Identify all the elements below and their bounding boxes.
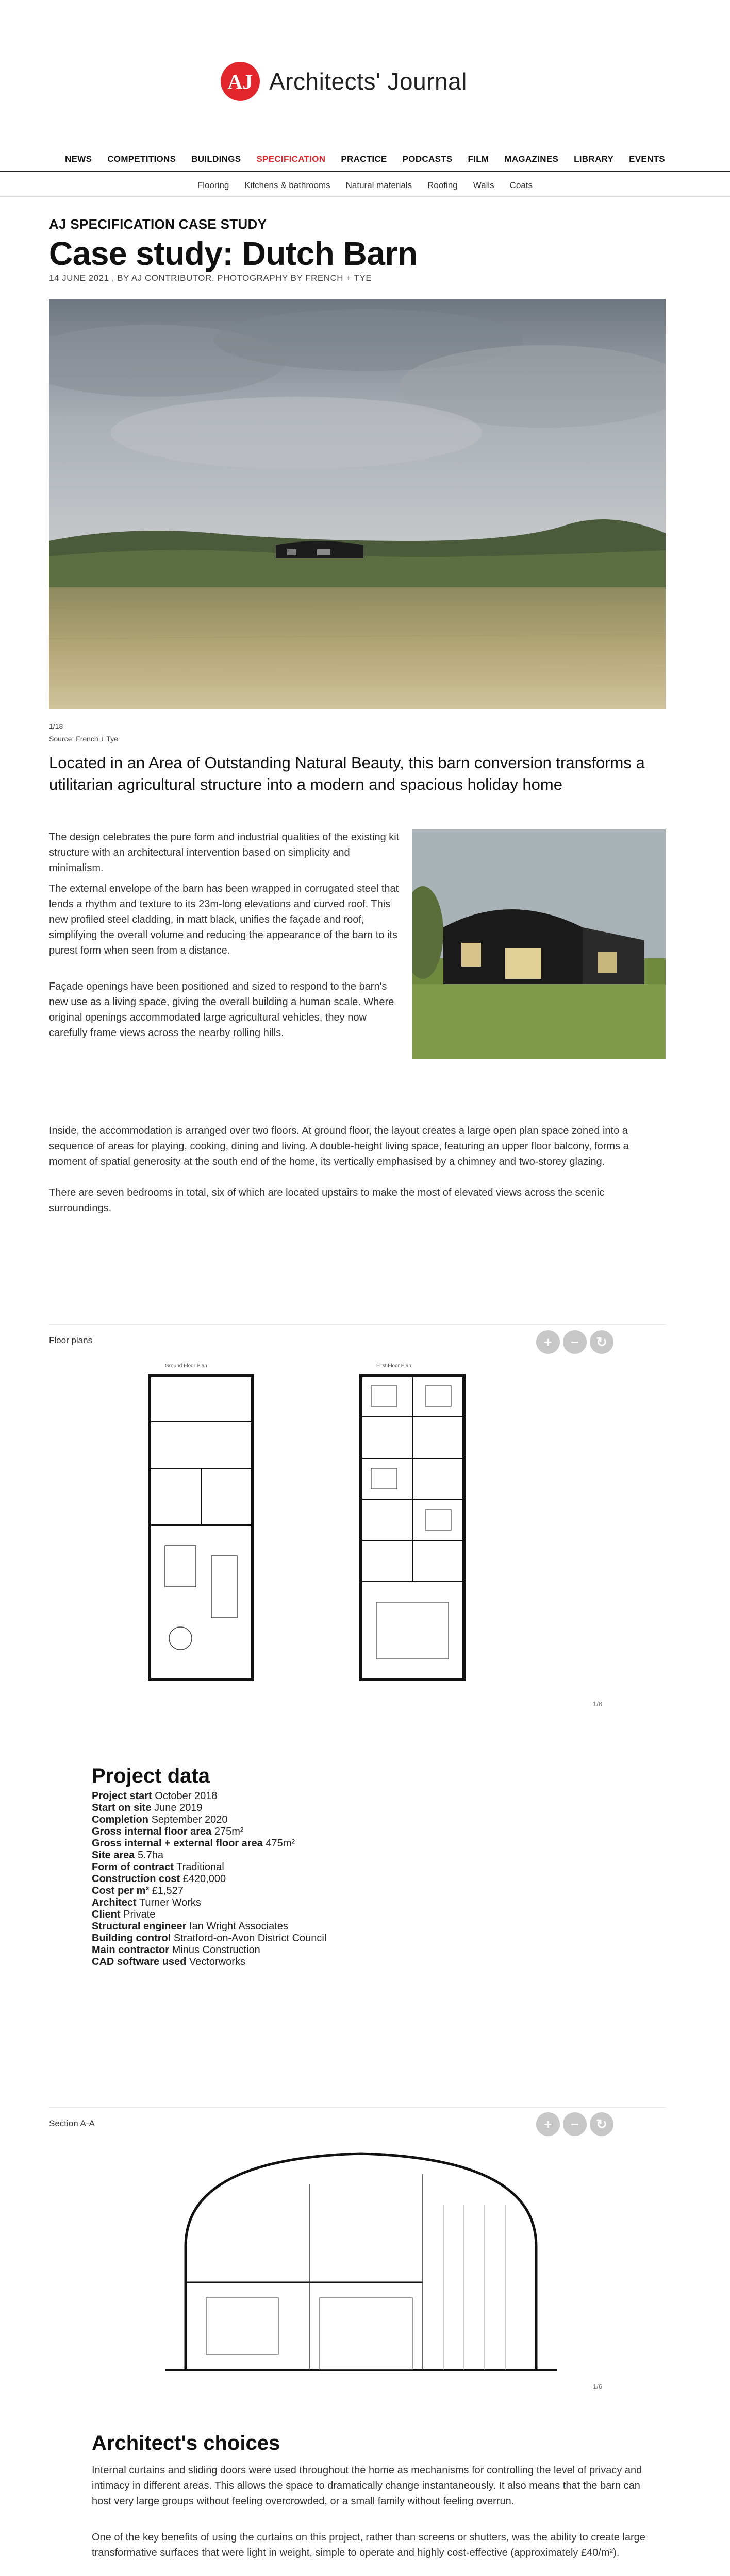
hero-caption-number: 1/18 xyxy=(49,722,63,731)
main-nav xyxy=(0,147,730,172)
hero-photo[interactable] xyxy=(49,299,666,709)
article-standfirst: Located in an Area of Outstanding Natural Beauty, this barn conversion transforms a utilitarian agricultural structure into a modern and spacious holiday home xyxy=(49,754,645,793)
masthead xyxy=(0,0,730,144)
choices-paragraph-2: One of the key benefits of using the curtains on this project, rather than screens or shutters, was the ability to create large transformative surfaces that were light in weight, simple to operate and highly cost-effective (approximately £40/m²). xyxy=(92,2532,645,2558)
floor-plans-counter: 1/6 xyxy=(593,1700,603,1708)
sub-nav xyxy=(0,174,730,197)
nav-film[interactable]: FILM xyxy=(468,154,489,164)
section-counter: 1/6 xyxy=(593,2383,603,2391)
nav-magazines[interactable]: MAGAZINES xyxy=(504,154,559,164)
reset-view-button[interactable]: ↻ xyxy=(590,1330,613,1354)
subnav-roofing[interactable]: Roofing xyxy=(427,180,458,190)
project-data-heading: Project data xyxy=(92,1765,210,1787)
body-paragraph-2: The external envelope of the barn has been wrapped in corrugated steel that lends a rhythm and texture to its 23m-long elevations and curved roof. This new profiled steel cladding, in matt black, unifies the façade and roof, simplifying the overall volume and reducing the appearance of the barn to its purest form when seen from a distance. xyxy=(49,883,399,956)
logo-text: Architects' Journal xyxy=(269,68,467,95)
choices-paragraph-1: Internal curtains and sliding doors were used throughout the home as mechanisms for controlling the level of privacy and intimacy in different areas. This allows the space to dramatically change instantaneously. It also means that the barn can host very large groups without feeling overcrowded, or a small family without feeling overrun. xyxy=(92,2465,642,2507)
section-label: Section A-A xyxy=(49,2119,95,2128)
floor-plans-controls xyxy=(536,1330,613,1354)
body-paragraph-5: There are seven bedrooms in total, six of which are located upstairs to make the most of elevated views across the scenic surroundings. xyxy=(49,1187,605,1214)
body-paragraph-1: The design celebrates the pure form and industrial qualities of the existing kit structure with an architectural intervention based on simplicity and minimalism. xyxy=(49,832,400,874)
nav-competitions[interactable]: COMPETITIONS xyxy=(107,154,176,164)
nav-practice[interactable]: PRACTICE xyxy=(341,154,387,164)
article-byline: 14 JUNE 2021 , BY AJ CONTRIBUTOR. PHOTOGRAPHY BY FRENCH + TYE xyxy=(49,273,372,283)
subnav-kitchens[interactable]: Kitchens & bathrooms xyxy=(244,180,330,190)
nav-library[interactable]: LIBRARY xyxy=(574,154,614,164)
subnav-coats[interactable]: Coats xyxy=(509,180,533,190)
zoom-in-button[interactable]: + xyxy=(536,1330,560,1354)
ground-floor-plan-title: Ground Floor Plan xyxy=(165,1363,207,1369)
zoom-in-button[interactable]: + xyxy=(536,2112,560,2136)
hero-caption-source: Source: French + Tye xyxy=(49,735,118,743)
subnav-walls[interactable]: Walls xyxy=(473,180,494,190)
floor-plans-label: Floor plans xyxy=(49,1335,93,1345)
floor-plans-drawing xyxy=(129,1360,490,1695)
zoom-out-button[interactable]: − xyxy=(563,1330,587,1354)
nav-specification[interactable]: SPECIFICATION xyxy=(256,154,326,164)
nav-podcasts[interactable]: PODCASTS xyxy=(402,154,453,164)
hero-landscape-image xyxy=(49,299,666,709)
choices-heading: Architect's choices xyxy=(92,2432,280,2454)
body-paragraph-3: Façade openings have been positioned and sized to respond to the barn's new use as a living space, giving the overall building a human scale. Where original openings accommodated large agricultural vehicles, they now carefully frame views across the nearby rolling hills. xyxy=(49,981,394,1039)
logo-mark: AJ xyxy=(221,62,260,101)
article-kicker: AJ SPECIFICATION CASE STUDY xyxy=(49,216,267,232)
reset-view-button[interactable]: ↻ xyxy=(590,2112,613,2136)
nav-buildings[interactable]: BUILDINGS xyxy=(191,154,241,164)
inset-photo[interactable] xyxy=(412,829,666,1059)
subnav-natural[interactable]: Natural materials xyxy=(345,180,412,190)
article-title: Case study: Dutch Barn xyxy=(49,235,418,272)
site-logo[interactable] xyxy=(221,62,467,101)
first-floor-plan-title: First Floor Plan xyxy=(376,1363,411,1369)
subnav-flooring[interactable]: Flooring xyxy=(197,180,229,190)
section-drawing xyxy=(155,2143,567,2385)
barn-exterior-image xyxy=(412,829,666,1059)
section-controls xyxy=(536,2112,613,2136)
nav-news[interactable]: NEWS xyxy=(65,154,92,164)
body-paragraph-4: Inside, the accommodation is arranged over two floors. At ground floor, the layout creates a large open plan space zoned into a sequence of areas for playing, cooking, dining and living. A double-height living space, featuring an upper floor balcony, forms a moment of spatial generosity at the south end of the home, its vertically emphasised by a chimney and two-storey glazing. xyxy=(49,1125,629,1167)
nav-events[interactable]: EVENTS xyxy=(629,154,665,164)
project-data-list: Project start October 2018 Start on site June 2019 Completion September 2020 Gross internal floor area 275m² Gross internal + external floor area 475m² Site area 5.7ha Form of contract Traditional Construction cost £420,000 Cost per m² £1,527 Architect Turner Works Client Private Structural engineer Ian Wright Associates Building control Stratford-on-Avon District Council Main contractor Minus Construction CAD software used Vectorworks xyxy=(92,1790,327,1968)
zoom-out-button[interactable]: − xyxy=(563,2112,587,2136)
